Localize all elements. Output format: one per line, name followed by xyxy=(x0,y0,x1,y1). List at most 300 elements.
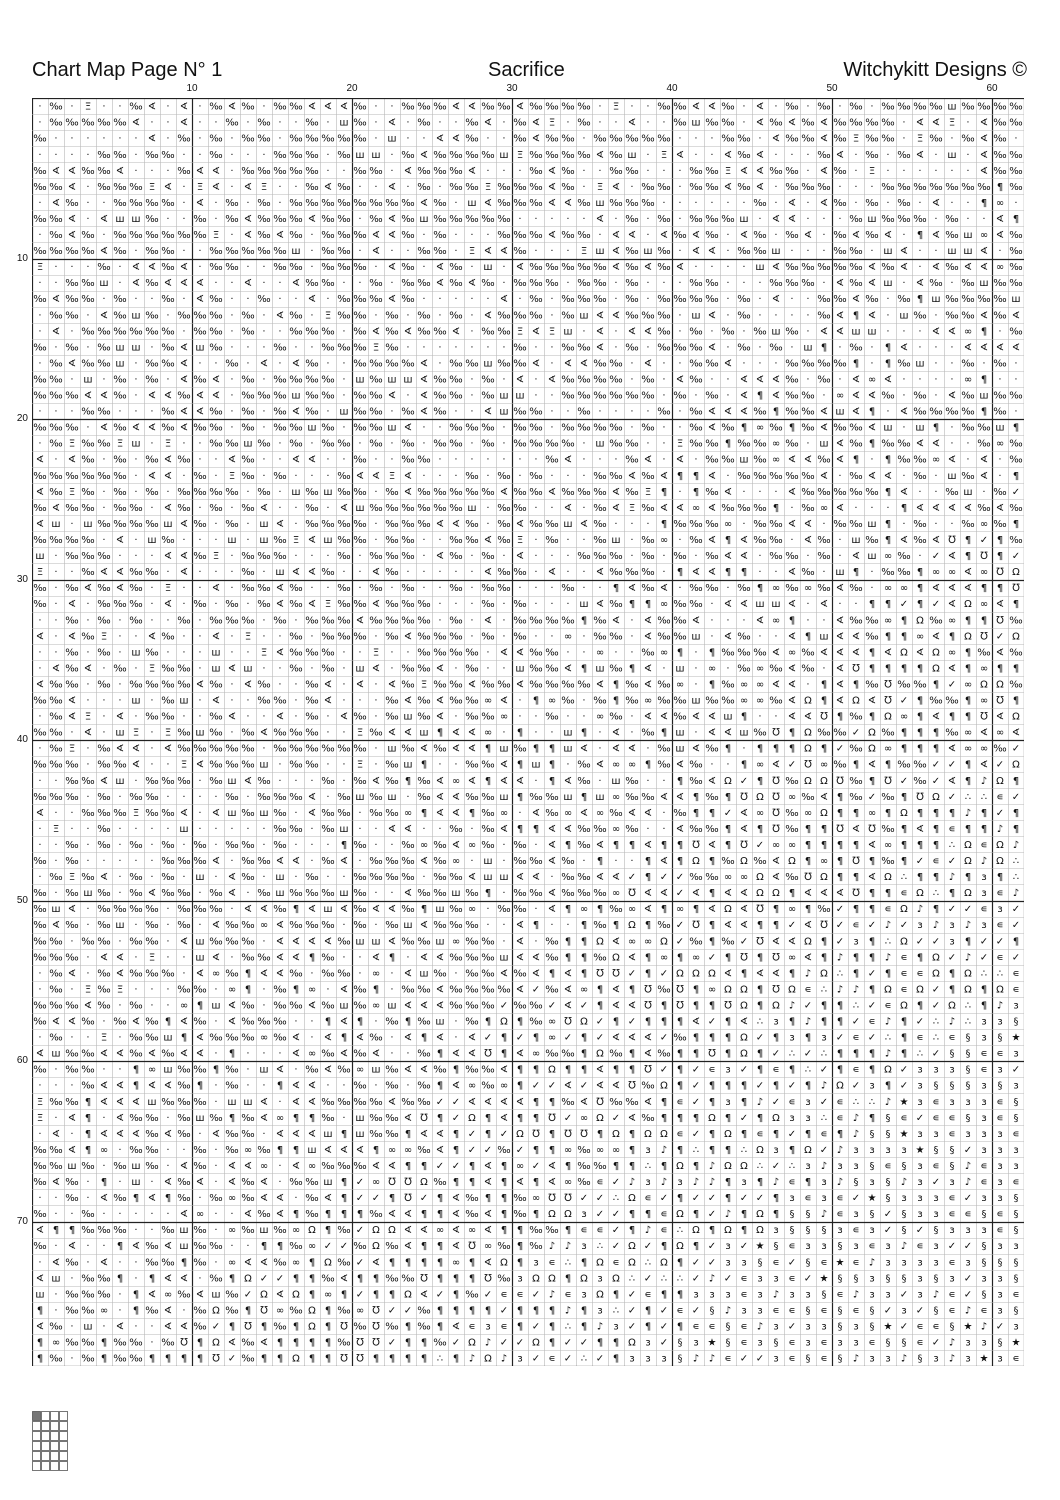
stitch-symbol: ‰ xyxy=(513,840,526,851)
stitch-symbol: ‰ xyxy=(33,888,46,899)
stitch-symbol: ∢ xyxy=(100,1193,108,1204)
stitch-symbol: ‰ xyxy=(689,535,702,546)
stitch-symbol: ш xyxy=(163,1033,172,1044)
stitch-symbol: ‰ xyxy=(721,696,734,707)
stitch-symbol: · xyxy=(102,856,105,867)
stitch-symbol: ♪ xyxy=(837,1177,843,1188)
stitch-symbol: § xyxy=(726,1338,731,1349)
stitch-symbol: ¶ xyxy=(853,840,859,851)
stitch-symbol: з xyxy=(981,1081,986,1092)
stitch-symbol: ‰ xyxy=(465,358,478,369)
stitch-symbol: ∢ xyxy=(292,358,300,369)
stitch-symbol: ‰ xyxy=(577,102,590,113)
stitch-symbol: ‰ xyxy=(97,1273,110,1284)
stitch-symbol: ‰ xyxy=(241,872,254,883)
stitch-symbol: з xyxy=(517,1354,522,1365)
stitch-symbol: ✓ xyxy=(868,968,876,979)
stitch-symbol: § xyxy=(966,1049,971,1060)
stitch-symbol: ¶ xyxy=(613,696,619,707)
stitch-symbol: · xyxy=(278,1097,281,1108)
stitch-symbol: ℧ xyxy=(1012,583,1020,594)
stitch-symbol: ∴ xyxy=(885,1033,891,1044)
stitch-symbol: ‰ xyxy=(209,503,222,514)
stitch-symbol: · xyxy=(470,439,473,450)
stitch-symbol: · xyxy=(422,262,425,273)
stitch-symbol: ¶ xyxy=(1013,824,1019,835)
stitch-symbol: ‰ xyxy=(193,310,206,321)
stitch-symbol: ¶ xyxy=(245,984,251,995)
stitch-symbol: ∢ xyxy=(116,744,124,755)
stitch-symbol: · xyxy=(326,1081,329,1092)
stitch-symbol: ∢ xyxy=(644,455,652,466)
stitch-symbol: ‰ xyxy=(801,262,814,273)
stitch-symbol: ✓ xyxy=(932,1000,940,1011)
stitch-symbol: ‰ xyxy=(65,663,78,674)
stitch-symbol: ¶ xyxy=(421,808,427,819)
stitch-symbol: ∢ xyxy=(132,760,140,771)
stitch-symbol: ‰ xyxy=(129,1033,142,1044)
stitch-symbol: ‰ xyxy=(129,1338,142,1349)
stitch-symbol: ‰ xyxy=(65,198,78,209)
stitch-symbol: · xyxy=(294,519,297,530)
stitch-symbol: ∊ xyxy=(676,1097,683,1108)
stitch-symbol: ‰ xyxy=(993,391,1006,402)
stitch-symbol: ‰ xyxy=(337,262,350,273)
stitch-symbol: ¶ xyxy=(565,1225,571,1236)
stitch-symbol: ∢ xyxy=(404,487,412,498)
stitch-symbol: ¶ xyxy=(181,1354,187,1365)
stitch-symbol: ∢ xyxy=(516,1097,524,1108)
stitch-symbol: ‰ xyxy=(737,471,750,482)
stitch-symbol: ∴ xyxy=(821,1049,827,1060)
stitch-symbol: ℧ xyxy=(836,776,844,787)
stitch-symbol: ✓ xyxy=(948,952,956,963)
stitch-symbol: ¶ xyxy=(757,744,763,755)
stitch-symbol: · xyxy=(358,182,361,193)
stitch-symbol: · xyxy=(182,968,185,979)
stitch-symbol: · xyxy=(278,439,281,450)
stitch-symbol: Ω xyxy=(788,984,796,995)
stitch-symbol: ∢ xyxy=(180,808,188,819)
stitch-symbol: · xyxy=(246,888,249,899)
stitch-symbol: ‰ xyxy=(481,984,494,995)
stitch-symbol: ¶ xyxy=(773,407,779,418)
stitch-symbol: ¶ xyxy=(373,1289,379,1300)
stitch-symbol: ‰ xyxy=(833,262,846,273)
stitch-symbol: ¶ xyxy=(757,1177,763,1188)
stitch-symbol: ‰ xyxy=(849,744,862,755)
stitch-symbol: · xyxy=(118,936,121,947)
stitch-symbol: ✓ xyxy=(644,1241,652,1252)
stitch-symbol: ∢ xyxy=(836,663,844,674)
stitch-symbol: ¶ xyxy=(933,840,939,851)
stitch-symbol: Ω xyxy=(772,1000,780,1011)
stitch-symbol: ш xyxy=(83,888,92,899)
stitch-symbol: · xyxy=(198,439,201,450)
stitch-symbol: ‰ xyxy=(417,631,430,642)
stitch-symbol: ∢ xyxy=(228,102,236,113)
stitch-symbol: ✓ xyxy=(804,1000,812,1011)
stitch-symbol: · xyxy=(710,262,713,273)
stitch-symbol: Ω xyxy=(964,840,972,851)
stitch-symbol: ∢ xyxy=(388,1161,396,1172)
stitch-symbol: · xyxy=(534,535,537,546)
stitch-symbol: ℧ xyxy=(884,776,892,787)
stitch-symbol: ∢ xyxy=(836,455,844,466)
stitch-symbol: ∢ xyxy=(932,326,940,337)
stitch-symbol: · xyxy=(262,102,265,113)
stitch-symbol: ‰ xyxy=(529,647,542,658)
stitch-symbol: ‰ xyxy=(737,310,750,321)
stitch-symbol: · xyxy=(838,599,841,610)
stitch-symbol: · xyxy=(102,1241,105,1252)
stitch-symbol: ¶ xyxy=(693,1000,699,1011)
stitch-symbol: ‰ xyxy=(561,1097,574,1108)
stitch-symbol: ш xyxy=(307,1145,316,1156)
stitch-symbol: · xyxy=(374,134,377,145)
stitch-symbol: ‰ xyxy=(289,134,302,145)
stitch-symbol: ‰ xyxy=(465,1065,478,1076)
stitch-symbol: ‰ xyxy=(1009,182,1022,193)
stitch-symbol: · xyxy=(166,647,169,658)
stitch-symbol: ‰ xyxy=(353,631,366,642)
stitch-symbol: ∢ xyxy=(996,230,1004,241)
stitch-symbol: · xyxy=(518,455,521,466)
stitch-symbol: · xyxy=(198,358,201,369)
stitch-symbol: ∢ xyxy=(660,856,668,867)
stitch-symbol: ¶ xyxy=(773,1081,779,1092)
stitch-symbol: ‰ xyxy=(897,455,910,466)
stitch-symbol: ✓ xyxy=(932,776,940,787)
stitch-symbol: ‰ xyxy=(305,358,318,369)
stitch-symbol: ✓ xyxy=(628,1305,636,1316)
stitch-symbol: ‰ xyxy=(289,1000,302,1011)
stitch-symbol: ‰ xyxy=(321,214,334,225)
stitch-symbol: ¶ xyxy=(309,1338,315,1349)
stitch-symbol: · xyxy=(566,246,569,257)
stitch-symbol: ✓ xyxy=(900,696,908,707)
stitch-symbol: § xyxy=(950,1161,955,1172)
stitch-symbol: · xyxy=(342,567,345,578)
stitch-symbol: Ξ xyxy=(149,952,155,963)
stitch-symbol: ∊ xyxy=(996,1097,1003,1108)
stitch-symbol: · xyxy=(598,583,601,594)
stitch-symbol: · xyxy=(646,439,649,450)
stitch-symbol: § xyxy=(886,1129,891,1140)
stitch-symbol: · xyxy=(214,198,217,209)
stitch-symbol: ¶ xyxy=(709,1145,715,1156)
stitch-symbol: ‰ xyxy=(577,760,590,771)
stitch-symbol: ∞ xyxy=(964,326,972,337)
stitch-symbol: · xyxy=(262,712,265,723)
stitch-symbol: ‰ xyxy=(929,278,942,289)
stitch-symbol: · xyxy=(70,728,73,739)
stitch-symbol: ¶ xyxy=(501,1177,507,1188)
stitch-symbol: ‰ xyxy=(177,487,190,498)
stitch-symbol: ∢ xyxy=(564,824,572,835)
stitch-symbol: ш xyxy=(867,519,876,530)
stitch-symbol: · xyxy=(278,134,281,145)
stitch-symbol: ∢ xyxy=(884,471,892,482)
stitch-symbol: ‰ xyxy=(881,824,894,835)
stitch-symbol: ∢ xyxy=(52,920,60,931)
stitch-symbol: ¶ xyxy=(517,1017,523,1028)
stitch-symbol: ‰ xyxy=(161,198,174,209)
stitch-symbol: ∢ xyxy=(500,968,508,979)
stitch-symbol: · xyxy=(358,808,361,819)
stitch-symbol: ℧ xyxy=(692,840,700,851)
stitch-symbol: ‰ xyxy=(657,294,670,305)
stitch-symbol: ∢ xyxy=(164,503,172,514)
stitch-symbol: · xyxy=(838,535,841,546)
stitch-symbol: ℧ xyxy=(676,984,684,995)
stitch-symbol: ‰ xyxy=(481,326,494,337)
stitch-symbol: ♪ xyxy=(805,1017,811,1028)
stitch-symbol: · xyxy=(454,567,457,578)
stitch-symbol: ¶ xyxy=(613,920,619,931)
stitch-symbol: ш xyxy=(419,728,428,739)
stitch-symbol: з xyxy=(933,1209,938,1220)
stitch-symbol: ‰ xyxy=(273,696,286,707)
stitch-symbol: · xyxy=(694,679,697,690)
stitch-symbol: ¶ xyxy=(421,1241,427,1252)
stitch-symbol: ∞ xyxy=(436,1225,444,1236)
stitch-symbol: · xyxy=(918,262,921,273)
stitch-symbol: Ξ xyxy=(101,631,107,642)
stitch-symbol: ‰ xyxy=(817,455,830,466)
stitch-symbol: · xyxy=(214,872,217,883)
stitch-symbol: ¶ xyxy=(613,1017,619,1028)
stitch-symbol: · xyxy=(358,968,361,979)
stitch-symbol: · xyxy=(774,567,777,578)
stitch-symbol: ‰ xyxy=(449,150,462,161)
stitch-symbol: ✓ xyxy=(676,888,684,899)
stitch-symbol: ∢ xyxy=(436,696,444,707)
stitch-symbol: · xyxy=(454,118,457,129)
stitch-symbol: ∢ xyxy=(708,503,716,514)
stitch-symbol: ‰ xyxy=(241,310,254,321)
stitch-symbol: ш xyxy=(739,214,748,225)
stitch-symbol: · xyxy=(358,824,361,835)
stitch-symbol: ¶ xyxy=(917,728,923,739)
stitch-symbol: § xyxy=(1014,1209,1019,1220)
stitch-symbol: ¶ xyxy=(1013,423,1019,434)
stitch-symbol: ¶ xyxy=(293,1338,299,1349)
stitch-symbol: ‰ xyxy=(385,808,398,819)
stitch-symbol: ✓ xyxy=(916,1225,924,1236)
stitch-symbol: ‰ xyxy=(817,102,830,113)
stitch-symbol: · xyxy=(150,294,153,305)
stitch-symbol: ‰ xyxy=(673,808,686,819)
stitch-symbol: · xyxy=(758,342,761,353)
stitch-symbol: ∢ xyxy=(276,920,284,931)
stitch-symbol: ‰ xyxy=(145,968,158,979)
stitch-symbol: ‰ xyxy=(465,471,478,482)
stitch-symbol: ¶ xyxy=(501,1033,507,1044)
stitch-symbol: § xyxy=(934,1145,939,1156)
stitch-symbol: Ω xyxy=(516,1129,524,1140)
stitch-symbol: ∞ xyxy=(980,663,988,674)
stitch-symbol: ‰ xyxy=(817,294,830,305)
stitch-symbol: ‰ xyxy=(321,567,334,578)
stitch-symbol: ‰ xyxy=(49,471,62,482)
stitch-symbol: ∢ xyxy=(260,1097,268,1108)
stitch-symbol: ∊ xyxy=(1012,968,1019,979)
stitch-symbol: ¶ xyxy=(693,1209,699,1220)
stitch-symbol: · xyxy=(214,1209,217,1220)
stitch-symbol: ‰ xyxy=(337,631,350,642)
stitch-symbol: ∢ xyxy=(292,952,300,963)
stitch-symbol: ∢ xyxy=(180,1321,188,1332)
stitch-symbol: ‰ xyxy=(225,1081,238,1092)
stitch-symbol: ‰ xyxy=(273,262,286,273)
stitch-symbol: § xyxy=(902,1273,907,1284)
stitch-symbol: Ω xyxy=(468,1113,476,1124)
stitch-symbol: ¶ xyxy=(917,294,923,305)
stitch-symbol: ‰ xyxy=(353,920,366,931)
stitch-symbol: ‰ xyxy=(305,760,318,771)
stitch-symbol: ♪ xyxy=(997,1000,1003,1011)
stitch-symbol: Ξ xyxy=(165,728,171,739)
stitch-symbol: · xyxy=(278,278,281,289)
stitch-symbol: ✓ xyxy=(836,1033,844,1044)
stitch-symbol: ∞ xyxy=(548,696,556,707)
stitch-symbol: ℧ xyxy=(692,920,700,931)
stitch-symbol: · xyxy=(38,1081,41,1092)
stitch-symbol: ш xyxy=(355,792,364,803)
stitch-symbol: ∢ xyxy=(388,182,396,193)
stitch-symbol: з xyxy=(933,1241,938,1252)
stitch-symbol: ∢ xyxy=(900,487,908,498)
stitch-symbol: ¶ xyxy=(549,1129,555,1140)
stitch-symbol: ‰ xyxy=(369,278,382,289)
stitch-symbol: ¶ xyxy=(821,696,827,707)
stitch-symbol: · xyxy=(646,278,649,289)
stitch-symbol: ∢ xyxy=(372,246,380,257)
stitch-symbol: ✓ xyxy=(628,968,636,979)
stitch-symbol: ∢ xyxy=(116,535,124,546)
stitch-symbol: ♪ xyxy=(981,856,987,867)
stitch-symbol: ‰ xyxy=(193,1017,206,1028)
stitch-symbol: ‰ xyxy=(145,1161,158,1172)
stitch-symbol: ‰ xyxy=(369,166,382,177)
stitch-symbol: ¶ xyxy=(533,1145,539,1156)
stitch-symbol: ‰ xyxy=(161,407,174,418)
stitch-symbol: ✓ xyxy=(660,1305,668,1316)
stitch-symbol: ‰ xyxy=(129,326,142,337)
stitch-symbol: ¶ xyxy=(869,1049,875,1060)
stitch-symbol: Ξ xyxy=(149,663,155,674)
stitch-symbol: · xyxy=(598,166,601,177)
stitch-symbol: ‰ xyxy=(513,118,526,129)
stitch-symbol: ‰ xyxy=(65,535,78,546)
stitch-symbol: ‰ xyxy=(273,984,286,995)
stitch-symbol: · xyxy=(678,326,681,337)
stitch-symbol: · xyxy=(822,230,825,241)
stitch-symbol: ‰ xyxy=(353,1161,366,1172)
stitch-symbol: ∞ xyxy=(708,984,716,995)
stitch-symbol: ∢ xyxy=(116,1097,124,1108)
stitch-symbol: ∢ xyxy=(244,214,252,225)
stitch-symbol: ‰ xyxy=(65,1097,78,1108)
stitch-symbol: ‰ xyxy=(65,503,78,514)
stitch-symbol: · xyxy=(134,471,137,482)
stitch-symbol: ‰ xyxy=(849,246,862,257)
stitch-symbol: ‰ xyxy=(97,118,110,129)
stitch-symbol: · xyxy=(118,615,121,626)
stitch-symbol: ‰ xyxy=(129,599,142,610)
stitch-symbol: ‰ xyxy=(81,1017,94,1028)
stitch-symbol: ‰ xyxy=(241,326,254,337)
stitch-symbol: ‰ xyxy=(161,358,174,369)
stitch-symbol: ∢ xyxy=(692,744,700,755)
stitch-symbol: ∞ xyxy=(724,519,732,530)
stitch-symbol: ∢ xyxy=(100,872,108,883)
stitch-symbol: ‰ xyxy=(145,214,158,225)
stitch-symbol: · xyxy=(934,391,937,402)
stitch-symbol: ✓ xyxy=(564,1113,572,1124)
stitch-symbol: ¶ xyxy=(757,984,763,995)
stitch-symbol: ш xyxy=(947,246,956,257)
stitch-symbol: · xyxy=(438,615,441,626)
stitch-symbol: ‰ xyxy=(273,808,286,819)
stitch-symbol: ‰ xyxy=(129,1113,142,1124)
stitch-symbol: · xyxy=(742,744,745,755)
stitch-symbol: ∢ xyxy=(228,663,236,674)
stitch-symbol: ∢ xyxy=(740,824,748,835)
stitch-symbol: ∢ xyxy=(596,872,604,883)
stitch-symbol: ‰ xyxy=(305,1177,318,1188)
stitch-symbol: ∢ xyxy=(420,1289,428,1300)
stitch-symbol: ‰ xyxy=(65,1305,78,1316)
stitch-symbol: · xyxy=(982,214,985,225)
stitch-symbol: · xyxy=(502,374,505,385)
stitch-symbol: ♪ xyxy=(821,1081,827,1092)
stitch-symbol: · xyxy=(950,166,953,177)
stitch-symbol: ℧ xyxy=(612,968,620,979)
stitch-symbol: ‰ xyxy=(641,134,654,145)
stitch-symbol: ∢ xyxy=(852,647,860,658)
stitch-symbol: ‰ xyxy=(81,455,94,466)
stitch-symbol: ‰ xyxy=(881,214,894,225)
stitch-symbol: з xyxy=(997,1273,1002,1284)
stitch-symbol: ¶ xyxy=(181,1033,187,1044)
stitch-symbol: ¶ xyxy=(245,1305,251,1316)
stitch-symbol: · xyxy=(422,567,425,578)
stitch-symbol: Ξ xyxy=(117,984,123,995)
stitch-symbol: ‰ xyxy=(305,134,318,145)
stitch-symbol: ‰ xyxy=(641,647,654,658)
stitch-symbol: ¶ xyxy=(693,808,699,819)
stitch-symbol: ℧ xyxy=(596,968,604,979)
stitch-symbol: ¶ xyxy=(1013,936,1019,947)
stitch-symbol: · xyxy=(198,631,201,642)
stitch-symbol: · xyxy=(550,551,553,562)
stitch-symbol: ∢ xyxy=(180,1273,188,1284)
stitch-symbol: ∢ xyxy=(180,374,188,385)
stitch-symbol: Ξ xyxy=(853,134,859,145)
stitch-symbol: ‰ xyxy=(897,150,910,161)
stitch-symbol: Ω xyxy=(644,1129,652,1140)
stitch-symbol: ‰ xyxy=(737,294,750,305)
stitch-symbol: ∞ xyxy=(468,1225,476,1236)
stitch-symbol: ‰ xyxy=(385,1129,398,1140)
stitch-symbol: ‰ xyxy=(209,728,222,739)
stitch-symbol: · xyxy=(774,102,777,113)
stitch-symbol: ‰ xyxy=(273,551,286,562)
stitch-symbol: ‰ xyxy=(689,439,702,450)
stitch-symbol: ‰ xyxy=(225,744,238,755)
